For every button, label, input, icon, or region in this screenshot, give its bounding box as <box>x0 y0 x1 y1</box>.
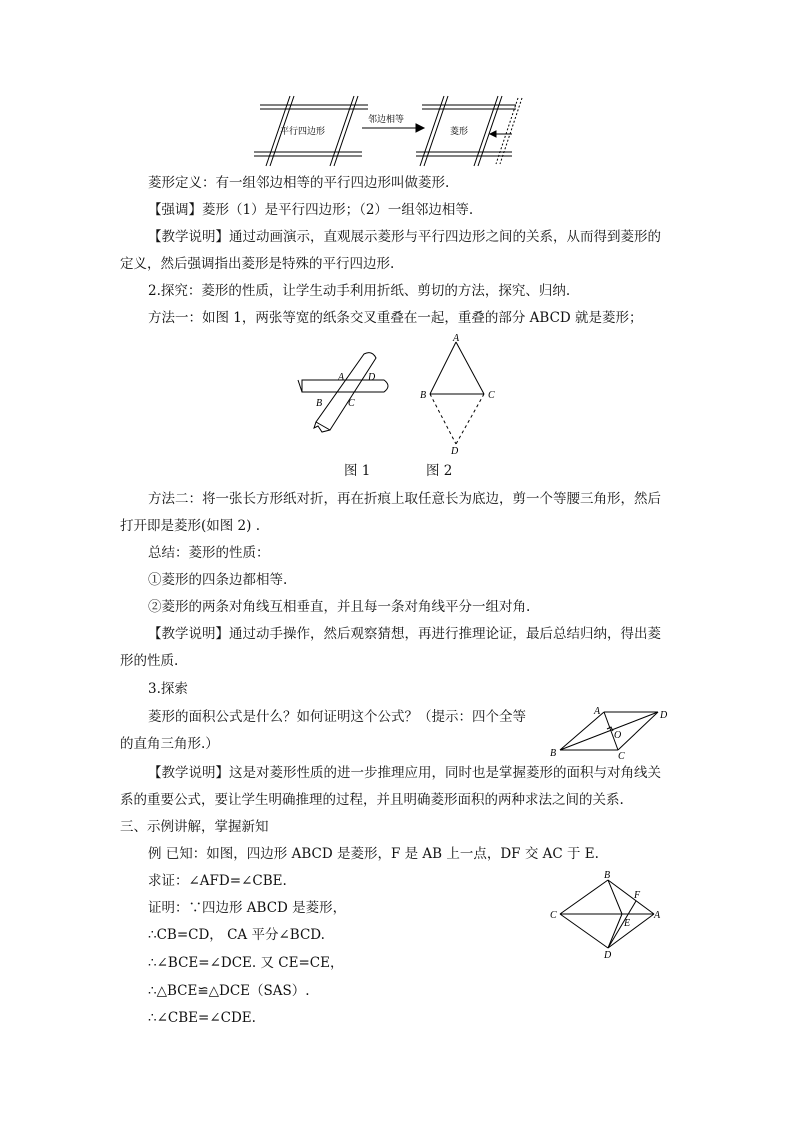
figure-1-caption: 图 1 <box>344 463 371 479</box>
text-line: 菱形定义：有一组邻边相等的平行四边形叫做菱形. <box>148 175 450 191</box>
text-line: ∴△BCE≌△DCE（SAS）. <box>148 983 310 999</box>
text-line: ①菱形的四条边都相等. <box>148 572 288 588</box>
text-line: 【教学说明】这是对菱形性质的进一步推理应用，同时也是掌握菱形的面积与对角线关 <box>148 765 661 781</box>
arrow-label: 邻边相等 <box>368 114 405 124</box>
fig2-point-D: D <box>451 446 459 456</box>
fig4-point-A: A <box>654 910 661 921</box>
figure-3-rhombus-diagonals <box>548 702 674 760</box>
text-line: 证明：∵四边形 ABCD 是菱形， <box>148 900 347 916</box>
fig2-point-C: C <box>488 390 495 401</box>
fig2-point-B: B <box>420 390 427 401</box>
text-line: 【强调】菱形（1）是平行四边形；（2）一组邻边相等. <box>148 202 474 218</box>
fig4-point-B: B <box>604 870 611 881</box>
text-line: 定义，然后强调指出菱形是特殊的平行四边形. <box>120 256 395 272</box>
text-line: 例 已知：如图，四边形 ABCD 是菱形，F 是 AB 上一点，DF 交 AC 于 E. <box>148 846 599 862</box>
text-line: ∴CB=CD， CA 平分∠BCD. <box>148 927 325 943</box>
text-line: ∴∠CBE=∠CDE. <box>148 1010 256 1026</box>
left-shape-label: 平行四边形 <box>280 126 326 136</box>
text-line: ②菱形的两条对角线互相垂直，并且每一条对角线平分一组对角. <box>148 599 531 615</box>
figure-4-example-rhombus <box>546 868 672 960</box>
fig4-point-C: C <box>550 910 557 921</box>
fig1-point-B: B <box>316 398 323 409</box>
figure-2-caption: 图 2 <box>426 463 453 479</box>
text-line: 方法一：如图 1，两张等宽的纸条交叉重叠在一起，重叠的部分 ABCD 就是菱形； <box>148 310 643 326</box>
text-line: 总结：菱形的性质： <box>148 545 270 561</box>
fig1-point-D: D <box>368 372 376 383</box>
text-line: 形的性质. <box>120 653 179 669</box>
fig3-point-D: D <box>660 710 668 721</box>
text-line: 3.探索 <box>148 681 188 697</box>
figure-1-crossed-strips <box>296 350 396 435</box>
text-line: 方法二：将一张长方形纸对折，再在折痕上取任意长为底边，剪一个等腰三角形，然后 <box>148 491 661 507</box>
right-shape-label: 菱形 <box>450 126 469 136</box>
text-line: 【教学说明】通过动画演示，直观展示菱形与平行四边形之间的关系，从而得到菱形的 <box>148 229 661 245</box>
fig1-point-A: A <box>338 372 345 383</box>
fig3-point-A: A <box>594 706 601 717</box>
text-line: 的直角三角形.） <box>120 736 219 752</box>
text-line: 【教学说明】通过动手操作，然后观察猜想，再进行推理论证，最后总结归纳，得出菱 <box>148 626 661 642</box>
parallelogram-to-rhombus-figure <box>250 92 540 170</box>
figure-2-folded-rhombus <box>418 332 500 456</box>
text-line: 系的重要公式，要让学生明确推理的过程，并且明确菱形面积的两种求法之间的关系. <box>120 792 624 808</box>
fig4-point-E: E <box>624 918 631 929</box>
text-line: 菱形的面积公式是什么？如何证明这个公式？（提示：四个全等 <box>148 709 526 725</box>
text-line: 打开即是菱形(如图 2) . <box>120 518 260 534</box>
fig3-point-B: B <box>550 748 557 759</box>
fig3-point-O: O <box>614 730 622 741</box>
fig2-point-A: A <box>453 333 460 344</box>
text-line: 求证：∠AFD=∠CBE. <box>148 873 287 889</box>
fig3-point-C: C <box>618 751 625 760</box>
section-heading: 三、示例讲解，掌握新知 <box>120 819 269 835</box>
fig4-point-F: F <box>634 890 641 901</box>
text-line: 2.探究：菱形的性质，让学生动手利用折纸、剪切的方法，探究、归纳. <box>148 283 571 299</box>
fig4-point-D: D <box>604 950 612 960</box>
text-line: ∴∠BCE=∠DCE. 又 CE=CE， <box>148 955 344 971</box>
fig1-point-C: C <box>348 398 355 409</box>
